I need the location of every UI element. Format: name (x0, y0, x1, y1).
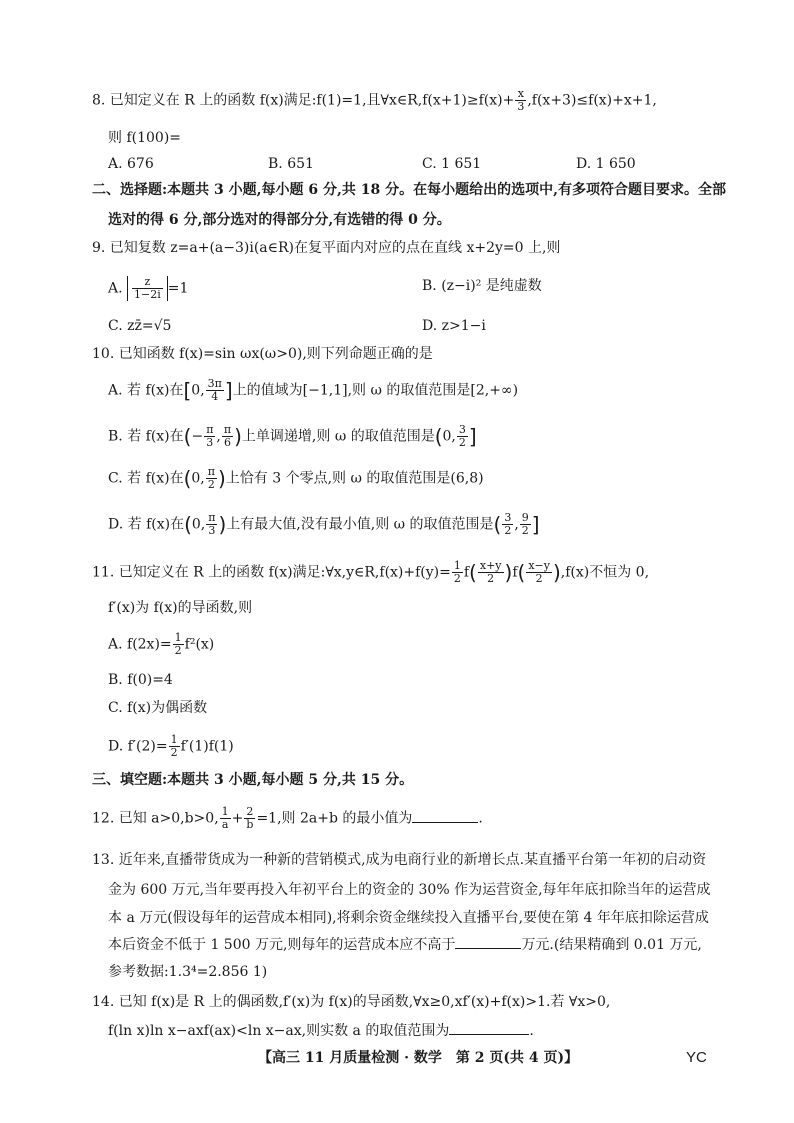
q10-d-fraction-2 (502, 512, 513, 537)
q10-d-den-2: 2 (504, 524, 512, 537)
q11-fraction-1 (478, 560, 504, 585)
q10-a-bracket-left: [ (183, 378, 192, 403)
q11-half-num: 1 (453, 559, 461, 572)
q11-option-a (108, 632, 214, 657)
q10-d-num: π (208, 511, 216, 524)
q9-option-b: B. (z−i)² 是纯虚数 (422, 278, 542, 294)
q10-b-den-3: 2 (458, 436, 466, 449)
q9-option-c: C. zz̄=√5 (108, 318, 172, 334)
q10-b-den-1: 3 (206, 436, 214, 449)
q11-den-1: 2 (487, 572, 495, 585)
q11-option-c: C. f(x)为偶函数 (108, 700, 208, 716)
q10-a-text-a: A. 若 f(x)在 (108, 382, 184, 399)
q11-a-den: 2 (174, 644, 182, 657)
q13-line5: 参考数据:1.3⁴=2.856 1) (108, 964, 268, 980)
q10-c-den: 2 (207, 478, 215, 491)
q14-line2-b: . (529, 1023, 534, 1039)
q10-b-den-2: 6 (223, 436, 231, 449)
q10-d-fraction (206, 512, 217, 537)
q8-option-b: B. 651 (268, 156, 314, 172)
q11-f1: f (463, 564, 470, 581)
q11-stem-part-b: ,f(x)不恒为 0, (560, 564, 650, 581)
q10-d-num-2: 3 (504, 511, 512, 524)
q10-b-num-2: π (223, 423, 232, 436)
q10-d-fraction-3 (520, 512, 531, 537)
q8-option-a: A. 676 (108, 156, 154, 172)
q10-b-sep: , (216, 428, 221, 445)
section3-heading: 三、填空题:本题共 3 小题,每小题 5 分,共 15 分。 (92, 772, 414, 788)
q11-paren-right-1: ) (504, 560, 513, 585)
q8-stem-part-a: 8. 已知定义在 R 上的函数 f(x)满足:f(1)=1,且∀x∈R,f(x+1)≥f(x)+ (92, 92, 515, 109)
q11-paren-right-2: ) (552, 560, 561, 585)
q11-paren-left-2: ( (517, 560, 526, 585)
q8-stem-part-b: ,f(x+3)≤f(x)+x+1, (527, 92, 657, 109)
q13-line3: 本 a 万元(假设每年的运营成本相同),将剩余资金继续投入直播平台,要使在第 4 年年底扣除运营成 (108, 910, 709, 926)
q11-d-text-a: D. f′(2)= (108, 738, 168, 755)
q9-a-num: z (132, 276, 163, 289)
q9-stem: 9. 已知复数 z=a+(a−3)i(a∈R)在复平面内对应的点在直线 x+2y=0 上,则 (92, 240, 561, 256)
q10-a-den: 4 (211, 390, 219, 403)
q10-d-paren-right: ) (218, 512, 227, 537)
q11-stem-part-a: 11. 已知定义在 R 上的函数 f(x)满足:∀x,y∈R,f(x)+f(y)= (92, 564, 451, 581)
q11-d-den: 2 (170, 746, 178, 759)
page-footer: 【高三 11 月质量检测 · 数学 第 2 页(共 4 页)】 (258, 1050, 579, 1066)
q8-stem-line2: 则 f(100)= (108, 130, 182, 146)
q11-half-fraction (452, 560, 463, 585)
q10-option-a (108, 378, 518, 403)
q10-a-text-b: 上的值域为[−1,1],则 ω 的取值范围是[2,+∞) (232, 382, 519, 399)
q12-plus: + (231, 810, 244, 827)
q10-a-bracket-right: ] (224, 378, 233, 403)
q11-a-fraction (173, 632, 184, 657)
q10-c-fraction (206, 466, 217, 491)
q8-frac-num: x (515, 88, 526, 101)
q8-option-c: C. 1 651 (422, 156, 482, 172)
q10-b-num-1: π (206, 423, 214, 436)
q13-answer-blank[interactable] (455, 934, 521, 949)
q10-c-interval-start: 0, (191, 470, 205, 487)
q10-b-interval-start: 0, (442, 428, 456, 445)
q10-b-num-3: 3 (458, 423, 466, 436)
q10-d-text-b: 上有最大值,没有最小值,则 ω 的取值范围是 (226, 516, 494, 533)
footer-code: YC (686, 1049, 707, 1066)
q8-frac-den: 3 (517, 100, 525, 113)
q11-f2: f (512, 564, 518, 581)
q10-c-num: π (207, 465, 215, 478)
q8-stem-line1 (92, 88, 657, 113)
q10-a-fraction (206, 378, 224, 403)
q9-a-abs (127, 276, 168, 301)
q11-option-b: B. f(0)=4 (108, 672, 173, 688)
q13-line4-a: 本后资金不低于 1 500 万元,则每年的运营成本应不高于 (108, 937, 456, 953)
q14-answer-blank[interactable] (449, 1020, 529, 1035)
q10-b-paren-left: ( (183, 424, 192, 449)
q10-b-paren-left-2: ( (434, 424, 443, 449)
q11-half-den: 2 (453, 572, 461, 585)
q11-option-d (108, 734, 234, 759)
q11-stem-line1 (92, 560, 649, 585)
q10-d-paren-left: ( (184, 512, 192, 537)
q12-text-a: 12. 已知 a>0,b>0, (92, 810, 219, 827)
q10-b-text-a: B. 若 f(x)在 (108, 428, 184, 445)
q8-fraction (515, 88, 526, 113)
q11-stem-line2: f′(x)为 f(x)的导函数,则 (108, 600, 253, 616)
q10-d-text-a: D. 若 f(x)在 (108, 516, 185, 533)
q10-c-text-a: C. 若 f(x)在 (108, 470, 184, 487)
q10-stem: 10. 已知函数 f(x)=sin ωx(ω>0),则下列命题正确的是 (92, 346, 433, 362)
q10-d-sep: , (514, 516, 519, 533)
q10-b-fraction-2 (222, 424, 233, 449)
q10-b-fraction-1 (204, 424, 215, 449)
q10-d-num-3: 9 (521, 511, 529, 524)
q11-a-text-b: f²(x) (184, 636, 215, 653)
q12-den-2: b (246, 818, 254, 831)
q10-a-num: 3π (207, 377, 222, 390)
q10-option-d (108, 512, 540, 537)
q13-line2: 金为 600 万元,当年要再投入年初平台上的资金的 30% 作为运营资金,每年年底扣除当年的运营成 (108, 882, 711, 898)
q12-num-2: 2 (244, 806, 255, 819)
q13-line4 (108, 934, 702, 955)
q9-a-den: 1−2i (134, 288, 161, 301)
q12-num-1: 1 (221, 805, 229, 818)
q10-b-bracket-right: ] (468, 424, 477, 449)
q9-option-d: D. z>1−i (422, 318, 486, 334)
q10-b-fraction-3 (457, 424, 468, 449)
q11-d-fraction (169, 734, 180, 759)
q10-b-minus: − (191, 428, 204, 445)
q14-line2-a: f(ln x)ln x−axf(ax)<ln x−ax,则实数 a 的取值范围为 (108, 1023, 450, 1039)
q11-a-num: 1 (174, 631, 182, 644)
q12-stem (92, 806, 483, 831)
q12-end: . (478, 810, 483, 827)
q10-d-interval-start: 0, (191, 516, 206, 533)
q11-num-1: x+y (479, 559, 502, 572)
q9-a-suffix: =1 (167, 280, 189, 297)
q12-text-b: =1,则 2a+b 的最小值为 (256, 810, 413, 827)
q11-d-num: 1 (170, 733, 178, 746)
q10-d-bracket-right: ] (531, 512, 540, 537)
q10-c-text-b: 上恰有 3 个零点,则 ω 的取值范围是(6,8) (225, 470, 484, 487)
q11-fraction-2 (526, 560, 552, 585)
q9-a-fraction (132, 276, 163, 301)
q10-option-c (108, 466, 484, 491)
q10-d-paren-left-2: ( (493, 512, 502, 537)
q11-d-text-b: f′(1)f(1) (180, 738, 234, 755)
q11-a-text-a: A. f(2x)= (108, 636, 172, 653)
q10-d-den: 3 (208, 524, 216, 537)
q10-a-interval-start: 0, (191, 382, 205, 399)
q11-paren-left-1: ( (469, 560, 477, 585)
q9-a-prefix: A. (108, 280, 123, 297)
q14-line2 (108, 1020, 534, 1041)
q10-c-paren-right: ) (217, 466, 226, 491)
q10-d-den-3: 2 (521, 524, 529, 537)
q13-line1: 13. 近年来,直播带货成为一种新的营销模式,成为电商行业的新增长点.某直播平台第一年初的启动资 (92, 852, 707, 868)
q8-option-d: D. 1 650 (576, 156, 636, 172)
q9-option-a (108, 276, 188, 301)
q12-answer-blank[interactable] (412, 808, 478, 823)
q12-fraction-2 (244, 806, 255, 831)
section2-heading-line1: 二、选择题:本题共 3 小题,每小题 6 分,共 18 分。在每小题给出的选项中,有多项符合题目要求。全部 (92, 182, 726, 198)
q12-den-1: a (221, 818, 229, 831)
q12-fraction-1 (220, 806, 231, 831)
q10-b-text-b: 上单调递增,则 ω 的取值范围是 (241, 428, 435, 445)
q10-option-b (108, 424, 477, 449)
q10-b-paren-right: ) (234, 424, 242, 449)
q10-c-paren-left: ( (183, 466, 192, 491)
q13-line4-b: 万元.(结果精确到 0.01 万元, (521, 937, 702, 953)
section2-heading-line2: 选对的得 6 分,部分选对的得部分分,有选错的得 0 分。 (108, 212, 451, 228)
q11-den-2: 2 (535, 572, 543, 585)
q11-num-2: x−y (528, 559, 550, 572)
q14-line1: 14. 已知 f(x)是 R 上的偶函数,f′(x)为 f(x)的导函数,∀x≥0,xf′(x)+f(x)>1.若 ∀x>0, (92, 994, 611, 1010)
